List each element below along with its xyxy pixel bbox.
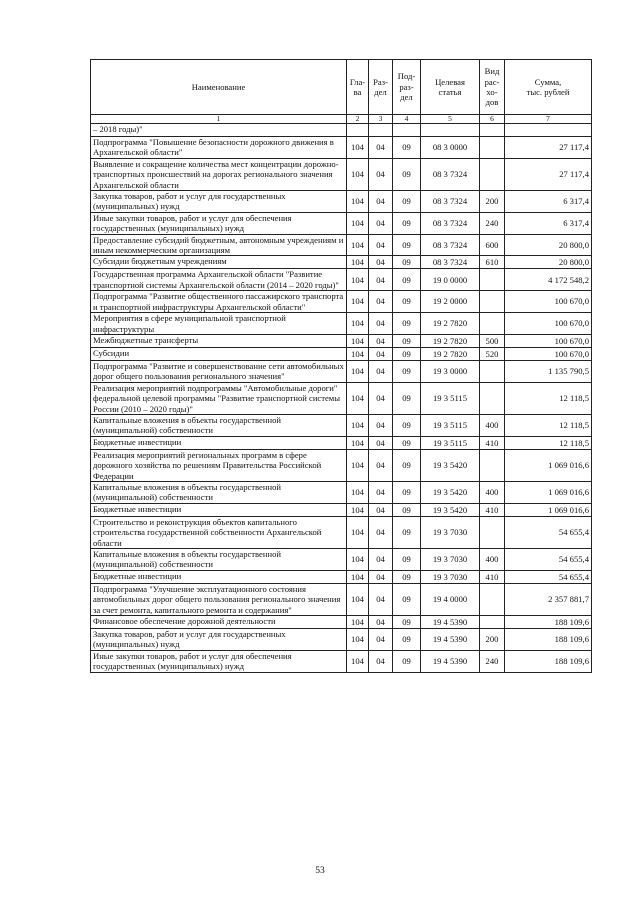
cell-summa: 100 670,0 — [505, 313, 592, 335]
cell-name: Мероприятия в сфере муниципальной транспортной инфраструктуры — [91, 313, 347, 335]
cell-vid: 410 — [480, 503, 505, 516]
cell-glava: 104 — [347, 549, 369, 571]
cell-vid — [480, 124, 505, 137]
cell-razdel: 04 — [369, 360, 393, 382]
cell-vid: 610 — [480, 256, 505, 269]
cell-glava: 104 — [347, 347, 369, 360]
cell-summa: 6 317,4 — [505, 212, 592, 234]
cell-podrazdel: 09 — [393, 313, 421, 335]
cell-name: Иные закупки товаров, работ и услуг для обеспечения государственных (муниципальных) нужд — [91, 650, 347, 672]
cell-glava: 104 — [347, 291, 369, 313]
cell-name: Реализация мероприятий региональных программ в сфере дорожного хозяйства по решениям Правительства Российской Федерации — [91, 449, 347, 481]
cell-statya: 19 2 7820 — [421, 313, 480, 335]
cell-statya: 19 2 7820 — [421, 334, 480, 347]
table-row — [91, 503, 592, 516]
column-number: 7 — [505, 115, 592, 124]
cell-name: Межбюджетные трансферты — [91, 334, 347, 347]
cell-statya: 19 3 5420 — [421, 449, 480, 481]
table-row — [91, 382, 592, 414]
cell-vid — [480, 449, 505, 481]
cell-razdel: 04 — [369, 549, 393, 571]
table-row — [91, 347, 592, 360]
cell-podrazdel: 09 — [393, 481, 421, 503]
cell-summa: 12 118,5 — [505, 436, 592, 449]
cell-name: Выявление и сокращение количества мест концентрации дорожно-транспортных происшествий на дорогах регионального значения Архангельской области — [91, 158, 347, 190]
cell-name: – 2018 годы)" — [91, 124, 347, 137]
table-row — [91, 414, 592, 436]
cell-podrazdel: 09 — [393, 414, 421, 436]
cell-glava: 104 — [347, 583, 369, 615]
cell-podrazdel: 09 — [393, 583, 421, 615]
header-statya: Целевая статья — [421, 60, 480, 115]
cell-vid: 240 — [480, 650, 505, 672]
table-row — [91, 549, 592, 571]
cell-vid — [480, 137, 505, 159]
cell-name: Бюджетные инвестиции — [91, 436, 347, 449]
column-number: 4 — [393, 115, 421, 124]
cell-podrazdel: 09 — [393, 449, 421, 481]
cell-podrazdel: 09 — [393, 291, 421, 313]
cell-name: Подпрограмма "Повышение безопасности дорожного движения в Архангельской области" — [91, 137, 347, 159]
table-row — [91, 212, 592, 234]
cell-summa: 1 069 016,6 — [505, 481, 592, 503]
cell-podrazdel: 09 — [393, 570, 421, 583]
cell-razdel: 04 — [369, 516, 393, 548]
cell-podrazdel: 09 — [393, 549, 421, 571]
cell-statya: 08 3 7324 — [421, 191, 480, 213]
cell-razdel: 04 — [369, 570, 393, 583]
cell-razdel: 04 — [369, 481, 393, 503]
cell-podrazdel: 09 — [393, 650, 421, 672]
cell-razdel: 04 — [369, 191, 393, 213]
cell-name: Подпрограмма "Развитие и совершенствование сети автомобильных дорог общего пользования регионального значения" — [91, 360, 347, 382]
table-row — [91, 124, 592, 137]
cell-vid — [480, 360, 505, 382]
cell-razdel: 04 — [369, 382, 393, 414]
column-number: 2 — [347, 115, 369, 124]
cell-podrazdel: 09 — [393, 191, 421, 213]
cell-statya: 19 3 7030 — [421, 549, 480, 571]
cell-glava: 104 — [347, 158, 369, 190]
cell-glava: 104 — [347, 570, 369, 583]
cell-summa: 12 118,5 — [505, 382, 592, 414]
cell-vid — [480, 291, 505, 313]
column-number: 3 — [369, 115, 393, 124]
cell-podrazdel: 09 — [393, 347, 421, 360]
column-number-row — [91, 115, 592, 124]
cell-vid: 410 — [480, 436, 505, 449]
cell-summa: 54 655,4 — [505, 570, 592, 583]
cell-razdel: 04 — [369, 583, 393, 615]
cell-summa: 20 800,0 — [505, 256, 592, 269]
cell-glava: 104 — [347, 616, 369, 629]
cell-statya: 08 3 7324 — [421, 158, 480, 190]
cell-vid: 240 — [480, 212, 505, 234]
cell-statya — [421, 124, 480, 137]
cell-vid — [480, 313, 505, 335]
cell-razdel: 04 — [369, 212, 393, 234]
table-body — [91, 124, 592, 673]
cell-podrazdel: 09 — [393, 269, 421, 291]
table-row — [91, 583, 592, 615]
cell-podrazdel: 09 — [393, 360, 421, 382]
cell-name: Субсидии — [91, 347, 347, 360]
cell-razdel: 04 — [369, 616, 393, 629]
cell-vid — [480, 158, 505, 190]
cell-glava: 104 — [347, 481, 369, 503]
cell-vid — [480, 516, 505, 548]
cell-podrazdel: 09 — [393, 158, 421, 190]
cell-name: Закупка товаров, работ и услуг для государственных (муниципальных) нужд — [91, 629, 347, 651]
cell-statya: 19 4 5390 — [421, 650, 480, 672]
cell-summa: 12 118,5 — [505, 414, 592, 436]
header-name: Наименование — [91, 60, 347, 115]
cell-glava — [347, 124, 369, 137]
cell-vid: 600 — [480, 234, 505, 256]
cell-summa: 20 800,0 — [505, 234, 592, 256]
cell-glava: 104 — [347, 382, 369, 414]
cell-summa: 2 357 881,7 — [505, 583, 592, 615]
table-row — [91, 650, 592, 672]
cell-name: Закупка товаров, работ и услуг для государственных (муниципальных) нужд — [91, 191, 347, 213]
cell-name: Иные закупки товаров, работ и услуг для обеспечения государственных (муниципальных) нужд — [91, 212, 347, 234]
cell-name: Финансовое обеспечение дорожной деятельности — [91, 616, 347, 629]
cell-statya: 19 4 0000 — [421, 583, 480, 615]
cell-glava: 104 — [347, 449, 369, 481]
table-row — [91, 313, 592, 335]
cell-razdel: 04 — [369, 313, 393, 335]
cell-summa: 1 069 016,6 — [505, 449, 592, 481]
cell-summa: 54 655,4 — [505, 549, 592, 571]
cell-statya: 08 3 7324 — [421, 212, 480, 234]
cell-vid — [480, 269, 505, 291]
cell-summa: 27 117,4 — [505, 137, 592, 159]
cell-vid: 400 — [480, 414, 505, 436]
cell-statya: 19 0 0000 — [421, 269, 480, 291]
cell-name: Капитальные вложения в объекты государственной (муниципальной) собственности — [91, 414, 347, 436]
header-glava: Гла- ва — [347, 60, 369, 115]
cell-vid: 400 — [480, 481, 505, 503]
cell-glava: 104 — [347, 650, 369, 672]
cell-summa: 4 172 548,2 — [505, 269, 592, 291]
cell-statya: 19 2 0000 — [421, 291, 480, 313]
cell-glava: 104 — [347, 414, 369, 436]
cell-glava: 104 — [347, 313, 369, 335]
cell-razdel: 04 — [369, 503, 393, 516]
cell-summa: 1 135 790,5 — [505, 360, 592, 382]
cell-razdel: 04 — [369, 234, 393, 256]
table-row — [91, 570, 592, 583]
cell-summa: 100 670,0 — [505, 291, 592, 313]
cell-name: Подпрограмма "Развитие общественного пассажирского транспорта и транспортной инфраструктуры Архангельской области" — [91, 291, 347, 313]
table-row — [91, 256, 592, 269]
header-summa: Сумма, тыс. рублей — [505, 60, 592, 115]
cell-podrazdel: 09 — [393, 212, 421, 234]
cell-glava: 104 — [347, 191, 369, 213]
header-row — [91, 60, 592, 115]
cell-razdel: 04 — [369, 334, 393, 347]
cell-podrazdel: 09 — [393, 256, 421, 269]
cell-statya: 19 3 5115 — [421, 414, 480, 436]
cell-statya: 19 3 5115 — [421, 382, 480, 414]
cell-glava: 104 — [347, 516, 369, 548]
cell-glava: 104 — [347, 212, 369, 234]
cell-razdel: 04 — [369, 414, 393, 436]
cell-statya: 19 2 7820 — [421, 347, 480, 360]
cell-glava: 104 — [347, 137, 369, 159]
cell-statya: 08 3 0000 — [421, 137, 480, 159]
cell-razdel: 04 — [369, 158, 393, 190]
header-podrazdel: Под- раз- дел — [393, 60, 421, 115]
cell-vid — [480, 583, 505, 615]
cell-name: Подпрограмма "Улучшение эксплуатационного состояния автомобильных дорог общего пользования регионального значения за счет ремонта, капитального ремонта и содержания" — [91, 583, 347, 615]
table-row — [91, 481, 592, 503]
table-row — [91, 616, 592, 629]
cell-summa: 188 109,6 — [505, 629, 592, 651]
cell-name: Бюджетные инвестиции — [91, 570, 347, 583]
cell-statya: 19 3 0000 — [421, 360, 480, 382]
cell-summa: 1 069 016,6 — [505, 503, 592, 516]
table-row — [91, 334, 592, 347]
table-row — [91, 137, 592, 159]
cell-glava: 104 — [347, 234, 369, 256]
cell-summa: 188 109,6 — [505, 650, 592, 672]
cell-name: Капитальные вложения в объекты государственной (муниципальной) собственности — [91, 549, 347, 571]
cell-podrazdel: 09 — [393, 234, 421, 256]
cell-razdel: 04 — [369, 347, 393, 360]
cell-razdel: 04 — [369, 137, 393, 159]
cell-statya: 08 3 7324 — [421, 256, 480, 269]
table-row — [91, 269, 592, 291]
cell-vid: 200 — [480, 191, 505, 213]
header-vid: Вид рас- хо- дов — [480, 60, 505, 115]
cell-razdel: 04 — [369, 436, 393, 449]
cell-glava: 104 — [347, 269, 369, 291]
cell-razdel: 04 — [369, 291, 393, 313]
table-row — [91, 291, 592, 313]
budget-table — [90, 59, 592, 673]
cell-summa: 100 670,0 — [505, 347, 592, 360]
cell-statya: 19 3 5420 — [421, 481, 480, 503]
cell-statya: 19 3 7030 — [421, 570, 480, 583]
cell-podrazdel: 09 — [393, 137, 421, 159]
cell-razdel: 04 — [369, 449, 393, 481]
table-row — [91, 436, 592, 449]
cell-podrazdel: 09 — [393, 334, 421, 347]
cell-glava: 104 — [347, 360, 369, 382]
cell-name: Предоставление субсидий бюджетным, автономным учреждениям и иным некоммерческим организациям — [91, 234, 347, 256]
cell-razdel: 04 — [369, 269, 393, 291]
cell-razdel: 04 — [369, 629, 393, 651]
table-row — [91, 449, 592, 481]
cell-podrazdel: 09 — [393, 382, 421, 414]
cell-name: Государственная программа Архангельской области "Развитие транспортной системы Архангельской области (2014 – 2020 годы)" — [91, 269, 347, 291]
cell-statya: 19 3 5420 — [421, 503, 480, 516]
cell-vid: 400 — [480, 549, 505, 571]
cell-glava: 104 — [347, 256, 369, 269]
cell-summa: 100 670,0 — [505, 334, 592, 347]
page-number: 53 — [315, 866, 325, 876]
cell-podrazdel: 09 — [393, 616, 421, 629]
cell-summa: 6 317,4 — [505, 191, 592, 213]
cell-summa: 27 117,4 — [505, 158, 592, 190]
cell-razdel: 04 — [369, 256, 393, 269]
cell-vid: 200 — [480, 629, 505, 651]
cell-statya: 08 3 7324 — [421, 234, 480, 256]
cell-vid: 520 — [480, 347, 505, 360]
cell-summa: 54 655,4 — [505, 516, 592, 548]
table-row — [91, 191, 592, 213]
table-row — [91, 158, 592, 190]
table-row — [91, 360, 592, 382]
table-row — [91, 234, 592, 256]
column-number: 5 — [421, 115, 480, 124]
cell-glava: 104 — [347, 629, 369, 651]
cell-vid — [480, 382, 505, 414]
cell-name: Строительство и реконструкция объектов капитального строительства государственной собственности Архангельской области — [91, 516, 347, 548]
cell-razdel: 04 — [369, 650, 393, 672]
cell-name: Субсидии бюджетным учреждениям — [91, 256, 347, 269]
cell-statya: 19 4 5390 — [421, 616, 480, 629]
cell-podrazdel: 09 — [393, 629, 421, 651]
cell-podrazdel: 09 — [393, 516, 421, 548]
cell-glava: 104 — [347, 503, 369, 516]
cell-name: Бюджетные инвестиции — [91, 503, 347, 516]
cell-vid — [480, 616, 505, 629]
cell-podrazdel: 09 — [393, 503, 421, 516]
cell-statya: 19 3 5115 — [421, 436, 480, 449]
cell-glava: 104 — [347, 334, 369, 347]
cell-statya: 19 4 5390 — [421, 629, 480, 651]
cell-glava: 104 — [347, 436, 369, 449]
cell-name: Капитальные вложения в объекты государственной (муниципальной) собственности — [91, 481, 347, 503]
cell-podrazdel — [393, 124, 421, 137]
header-razdel: Раз- дел — [369, 60, 393, 115]
cell-summa — [505, 124, 592, 137]
cell-statya: 19 3 7030 — [421, 516, 480, 548]
cell-vid: 410 — [480, 570, 505, 583]
cell-name: Реализация мероприятий подпрограммы "Автомобильные дороги" федеральной целевой программы "Развитие транспортной системы России (2010 – 2020 годы)" — [91, 382, 347, 414]
cell-vid: 500 — [480, 334, 505, 347]
column-number: 6 — [480, 115, 505, 124]
table-row — [91, 629, 592, 651]
cell-podrazdel: 09 — [393, 436, 421, 449]
column-number: 1 — [91, 115, 347, 124]
table-row — [91, 516, 592, 548]
cell-razdel — [369, 124, 393, 137]
cell-summa: 188 109,6 — [505, 616, 592, 629]
